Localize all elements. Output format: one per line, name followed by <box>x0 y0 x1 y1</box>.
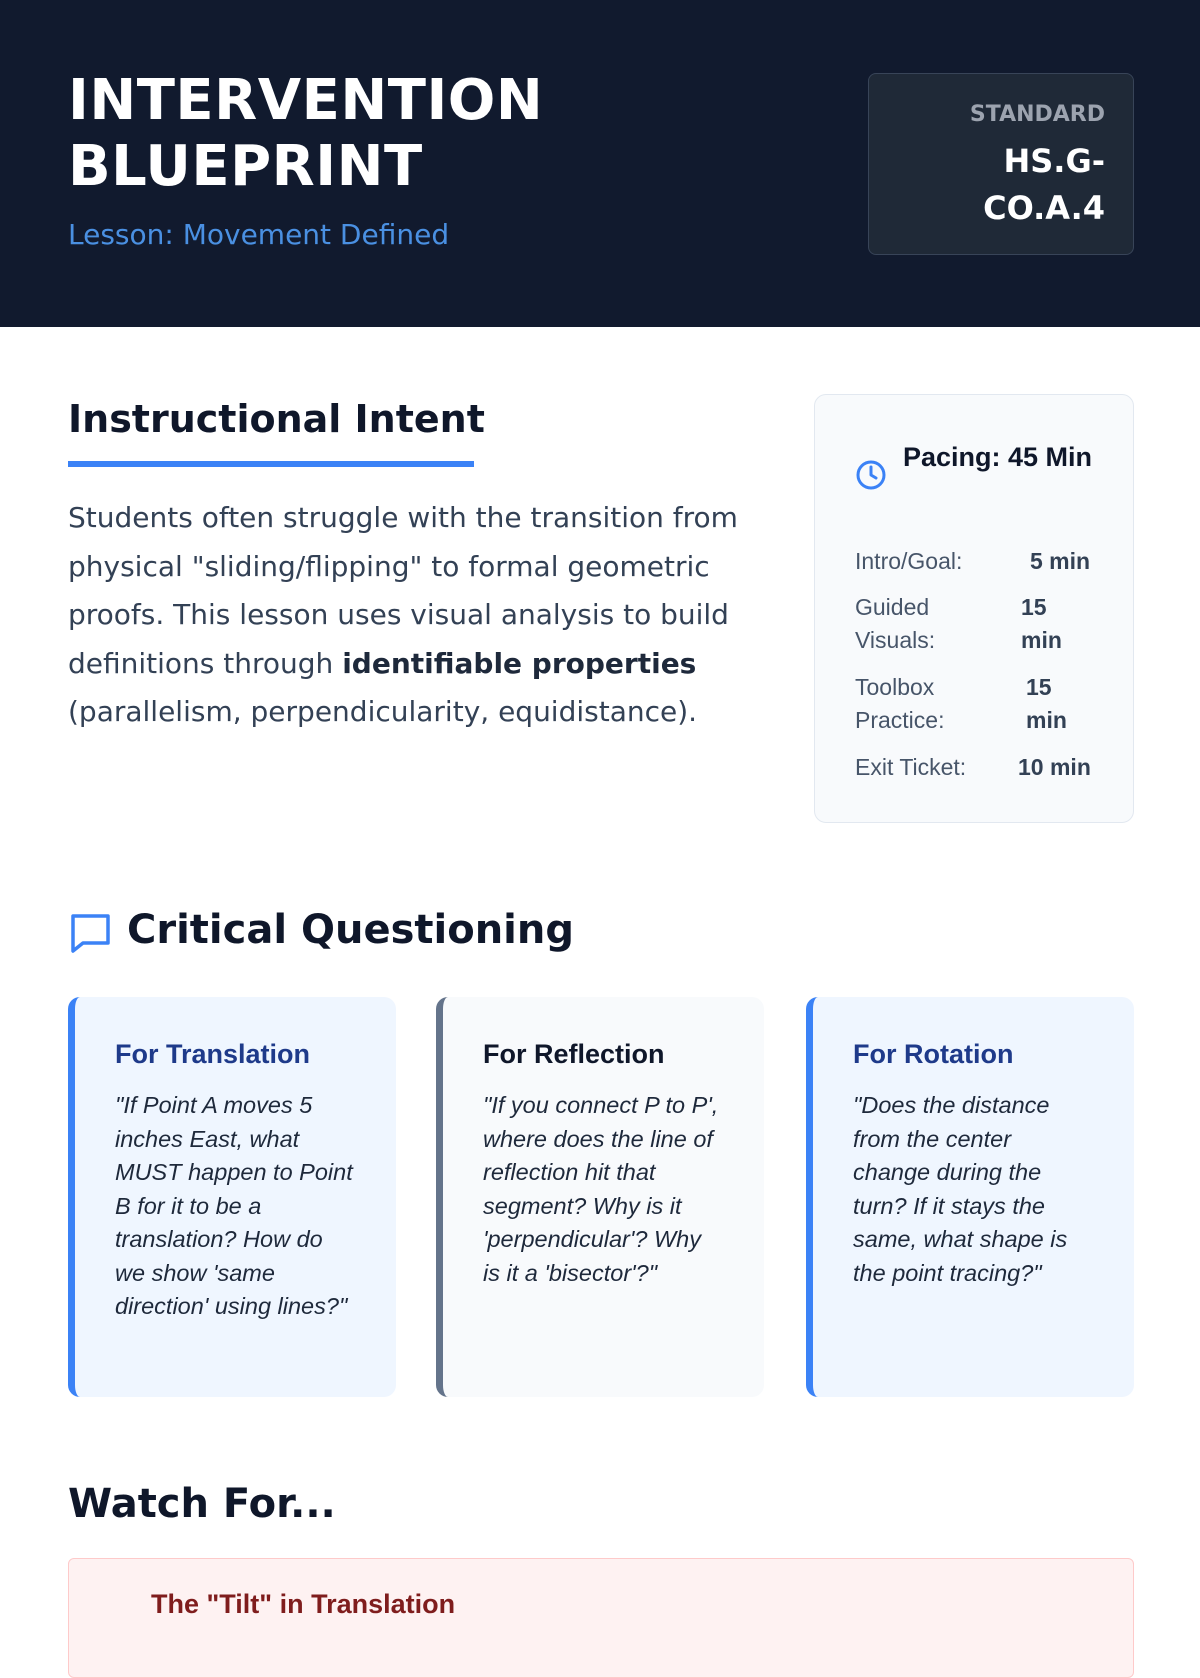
question-card-rotation <box>806 997 1134 1397</box>
intent-heading: Instructional Intent <box>68 397 485 441</box>
pacing-row-label: Guided Visuals: <box>855 594 936 653</box>
standard-label: STANDARD <box>969 102 1105 127</box>
card-question: "Does the distance from the center change during the turn? If it stays the same, what shape is the point tracing?" <box>853 1092 1068 1286</box>
clock-icon <box>855 459 887 491</box>
pacing-row-value: 5 min <box>1030 548 1091 574</box>
page-header <box>0 0 1200 327</box>
card-title: For Rotation <box>853 1039 1014 1069</box>
intent-bold-phrase: identifiable properties <box>342 646 697 680</box>
standard-box <box>868 73 1134 255</box>
watch-item: The "Tilt" in Translation <box>151 1589 456 1619</box>
pacing-row-label: Exit Ticket: <box>855 754 967 780</box>
question-card-reflection <box>436 997 764 1397</box>
page-title: INTERVENTION BLUEPRINT <box>68 68 544 199</box>
watch-for-box <box>68 1558 1134 1678</box>
watch-for-heading: Watch For... <box>68 1481 336 1527</box>
card-question: "If you connect P to P', where does the line of reflection hit that segment? Why is it 'perpendicular'? Why is it a 'bisector'?" <box>483 1092 719 1286</box>
pacing-row-label: Toolbox Practice: <box>855 674 945 733</box>
pacing-title: Pacing: 45 Min <box>903 442 1093 472</box>
question-card-translation <box>68 997 396 1397</box>
lesson-subtitle: Lesson: Movement Defined <box>68 218 450 251</box>
pacing-row-value: 15 min <box>1026 674 1067 733</box>
pacing-row-label: Intro/Goal: <box>855 548 963 574</box>
card-title: For Translation <box>115 1039 311 1069</box>
intent-paragraph: Students often struggle with the transition from physical "sliding/flipping" to formal geometric proofs. This lesson uses visual analysis to build definitions through identifiable properties (parallelism, perpendicularity, equidistance). <box>68 501 738 728</box>
pacing-row-value: 10 min <box>1018 754 1091 780</box>
card-question: "If Point A moves 5 inches East, what MUST happen to Point B for it to be a translation? How do we show 'same direction' using lines?" <box>115 1092 353 1319</box>
pacing-card <box>814 394 1134 823</box>
critical-questioning-heading: Critical Questioning <box>127 907 574 953</box>
heading-underline <box>68 461 474 467</box>
standard-value: HS.G-CO.A.4 <box>983 142 1105 227</box>
pacing-row-value: 15 min <box>1021 594 1062 653</box>
chat-bubble-icon <box>68 910 113 955</box>
card-title: For Reflection <box>483 1039 665 1069</box>
